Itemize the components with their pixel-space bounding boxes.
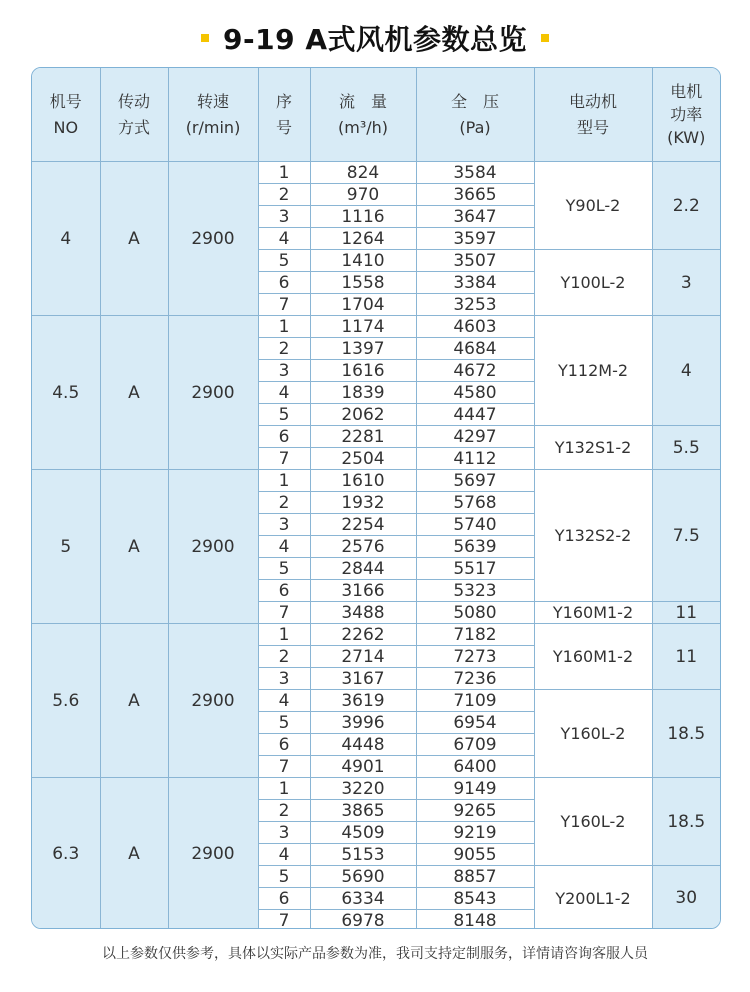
sequence-cell: 1 xyxy=(258,778,310,800)
sequence-cell: 4 xyxy=(258,228,310,250)
motor-model-cell: Y160L-2 xyxy=(534,778,652,866)
flow-cell: 5153 xyxy=(310,844,416,866)
drive-type-cell: A xyxy=(100,624,168,778)
flow-cell: 1839 xyxy=(310,382,416,404)
motor-model-cell: Y112M-2 xyxy=(534,316,652,426)
flow-cell: 1116 xyxy=(310,206,416,228)
sequence-cell: 5 xyxy=(258,250,310,272)
motor-power-cell: 2.2 xyxy=(652,162,720,250)
flow-cell: 4509 xyxy=(310,822,416,844)
speed-cell: 2900 xyxy=(168,470,258,624)
flow-cell: 2254 xyxy=(310,514,416,536)
table-body xyxy=(32,162,720,930)
sequence-cell: 3 xyxy=(258,668,310,690)
sequence-cell: 2 xyxy=(258,646,310,668)
sequence-cell: 1 xyxy=(258,162,310,184)
flow-cell: 1558 xyxy=(310,272,416,294)
header-speed: 转速 (r/min) xyxy=(168,68,258,162)
pressure-cell: 8148 xyxy=(416,910,534,930)
pressure-cell: 4684 xyxy=(416,338,534,360)
flow-cell: 1610 xyxy=(310,470,416,492)
table-row xyxy=(32,778,720,800)
speed-cell: 2900 xyxy=(168,624,258,778)
motor-power-cell: 18.5 xyxy=(652,690,720,778)
pressure-cell: 9219 xyxy=(416,822,534,844)
sequence-cell: 1 xyxy=(258,316,310,338)
pressure-cell: 7182 xyxy=(416,624,534,646)
motor-power-cell: 11 xyxy=(652,624,720,690)
machine-no-cell: 5 xyxy=(32,470,100,624)
flow-cell: 4448 xyxy=(310,734,416,756)
pressure-cell: 3597 xyxy=(416,228,534,250)
flow-cell: 2844 xyxy=(310,558,416,580)
sequence-cell: 7 xyxy=(258,294,310,316)
machine-no-cell: 6.3 xyxy=(32,778,100,930)
speed-cell: 2900 xyxy=(168,778,258,930)
pressure-cell: 3253 xyxy=(416,294,534,316)
flow-cell: 1410 xyxy=(310,250,416,272)
sequence-cell: 5 xyxy=(258,866,310,888)
sequence-cell: 7 xyxy=(258,910,310,930)
sequence-cell: 1 xyxy=(258,624,310,646)
speed-cell: 2900 xyxy=(168,316,258,470)
page-title: 9-19 A式风机参数总览 xyxy=(223,23,527,56)
pressure-cell: 4580 xyxy=(416,382,534,404)
motor-model-cell: Y160M1-2 xyxy=(534,602,652,624)
title-bullet-left xyxy=(201,34,209,42)
sequence-cell: 7 xyxy=(258,448,310,470)
flow-cell: 1616 xyxy=(310,360,416,382)
header-pressure: 全 压 (Pa) xyxy=(416,68,534,162)
flow-cell: 2281 xyxy=(310,426,416,448)
table-row xyxy=(32,624,720,646)
flow-cell: 3865 xyxy=(310,800,416,822)
flow-cell: 1264 xyxy=(310,228,416,250)
table-row xyxy=(32,470,720,492)
pressure-cell: 5517 xyxy=(416,558,534,580)
flow-cell: 3488 xyxy=(310,602,416,624)
sequence-cell: 3 xyxy=(258,822,310,844)
sequence-cell: 2 xyxy=(258,800,310,822)
drive-type-cell: A xyxy=(100,162,168,316)
machine-no-cell: 5.6 xyxy=(32,624,100,778)
pressure-cell: 7236 xyxy=(416,668,534,690)
parameter-table-wrapper xyxy=(31,67,721,929)
speed-cell: 2900 xyxy=(168,162,258,316)
pressure-cell: 4297 xyxy=(416,426,534,448)
title-row xyxy=(0,18,750,58)
motor-model-cell: Y160M1-2 xyxy=(534,624,652,690)
sequence-cell: 6 xyxy=(258,580,310,602)
pressure-cell: 4672 xyxy=(416,360,534,382)
machine-no-cell: 4 xyxy=(32,162,100,316)
header-flow: 流 量 (m³/h) xyxy=(310,68,416,162)
pressure-cell: 4447 xyxy=(416,404,534,426)
pressure-cell: 4112 xyxy=(416,448,534,470)
motor-model-cell: Y132S1-2 xyxy=(534,426,652,470)
flow-cell: 3166 xyxy=(310,580,416,602)
flow-cell: 824 xyxy=(310,162,416,184)
motor-power-cell: 11 xyxy=(652,602,720,624)
header-motor-power: 电机 功率 (KW) xyxy=(652,68,720,162)
sequence-cell: 3 xyxy=(258,360,310,382)
flow-cell: 3619 xyxy=(310,690,416,712)
pressure-cell: 5768 xyxy=(416,492,534,514)
sequence-cell: 5 xyxy=(258,712,310,734)
pressure-cell: 9055 xyxy=(416,844,534,866)
flow-cell: 3167 xyxy=(310,668,416,690)
sequence-cell: 4 xyxy=(258,690,310,712)
flow-cell: 2262 xyxy=(310,624,416,646)
pressure-cell: 5639 xyxy=(416,536,534,558)
sequence-cell: 2 xyxy=(258,492,310,514)
flow-cell: 2714 xyxy=(310,646,416,668)
sequence-cell: 6 xyxy=(258,734,310,756)
flow-cell: 5690 xyxy=(310,866,416,888)
pressure-cell: 5740 xyxy=(416,514,534,536)
motor-model-cell: Y200L1-2 xyxy=(534,866,652,930)
sequence-cell: 6 xyxy=(258,888,310,910)
motor-power-cell: 3 xyxy=(652,250,720,316)
motor-power-cell: 18.5 xyxy=(652,778,720,866)
flow-cell: 1704 xyxy=(310,294,416,316)
sequence-cell: 1 xyxy=(258,470,310,492)
footer-note: 以上参数仅供参考，具体以实际产品参数为准，我司支持定制服务，详情请咨询客服人员 xyxy=(102,946,648,962)
sequence-cell: 2 xyxy=(258,184,310,206)
pressure-cell: 7109 xyxy=(416,690,534,712)
pressure-cell: 3584 xyxy=(416,162,534,184)
flow-cell: 1397 xyxy=(310,338,416,360)
flow-cell: 970 xyxy=(310,184,416,206)
pressure-cell: 7273 xyxy=(416,646,534,668)
pressure-cell: 6400 xyxy=(416,756,534,778)
machine-no-cell: 4.5 xyxy=(32,316,100,470)
motor-model-cell: Y100L-2 xyxy=(534,250,652,316)
sequence-cell: 6 xyxy=(258,272,310,294)
motor-model-cell: Y132S2-2 xyxy=(534,470,652,602)
pressure-cell: 3665 xyxy=(416,184,534,206)
pressure-cell: 6954 xyxy=(416,712,534,734)
flow-cell: 2504 xyxy=(310,448,416,470)
pressure-cell: 8543 xyxy=(416,888,534,910)
flow-cell: 1174 xyxy=(310,316,416,338)
pressure-cell: 3507 xyxy=(416,250,534,272)
flow-cell: 2576 xyxy=(310,536,416,558)
sequence-cell: 7 xyxy=(258,756,310,778)
sequence-cell: 4 xyxy=(258,536,310,558)
sequence-cell: 3 xyxy=(258,206,310,228)
sequence-cell: 6 xyxy=(258,426,310,448)
parameter-table xyxy=(32,68,720,929)
pressure-cell: 5080 xyxy=(416,602,534,624)
sequence-cell: 2 xyxy=(258,338,310,360)
header-sequence: 序 号 xyxy=(258,68,310,162)
table-row xyxy=(32,162,720,184)
pressure-cell: 4603 xyxy=(416,316,534,338)
sequence-cell: 4 xyxy=(258,844,310,866)
sequence-cell: 7 xyxy=(258,602,310,624)
flow-cell: 4901 xyxy=(310,756,416,778)
pressure-cell: 5697 xyxy=(416,470,534,492)
pressure-cell: 6709 xyxy=(416,734,534,756)
motor-model-cell: Y90L-2 xyxy=(534,162,652,250)
motor-power-cell: 4 xyxy=(652,316,720,426)
sequence-cell: 5 xyxy=(258,558,310,580)
drive-type-cell: A xyxy=(100,316,168,470)
sequence-cell: 3 xyxy=(258,514,310,536)
flow-cell: 6334 xyxy=(310,888,416,910)
pressure-cell: 9265 xyxy=(416,800,534,822)
drive-type-cell: A xyxy=(100,470,168,624)
sequence-cell: 5 xyxy=(258,404,310,426)
pressure-cell: 5323 xyxy=(416,580,534,602)
flow-cell: 6978 xyxy=(310,910,416,930)
header-machine-no: 机号 NO xyxy=(32,68,100,162)
header-motor-model: 电动机 型号 xyxy=(534,68,652,162)
pressure-cell: 8857 xyxy=(416,866,534,888)
pressure-cell: 9149 xyxy=(416,778,534,800)
pressure-cell: 3647 xyxy=(416,206,534,228)
motor-power-cell: 7.5 xyxy=(652,470,720,602)
title-bullet-right xyxy=(541,34,549,42)
flow-cell: 3996 xyxy=(310,712,416,734)
drive-type-cell: A xyxy=(100,778,168,930)
table-row xyxy=(32,316,720,338)
header-row xyxy=(32,68,720,162)
motor-power-cell: 30 xyxy=(652,866,720,930)
motor-model-cell: Y160L-2 xyxy=(534,690,652,778)
pressure-cell: 3384 xyxy=(416,272,534,294)
flow-cell: 3220 xyxy=(310,778,416,800)
sequence-cell: 4 xyxy=(258,382,310,404)
flow-cell: 2062 xyxy=(310,404,416,426)
flow-cell: 1932 xyxy=(310,492,416,514)
header-drive-type: 传动 方式 xyxy=(100,68,168,162)
motor-power-cell: 5.5 xyxy=(652,426,720,470)
